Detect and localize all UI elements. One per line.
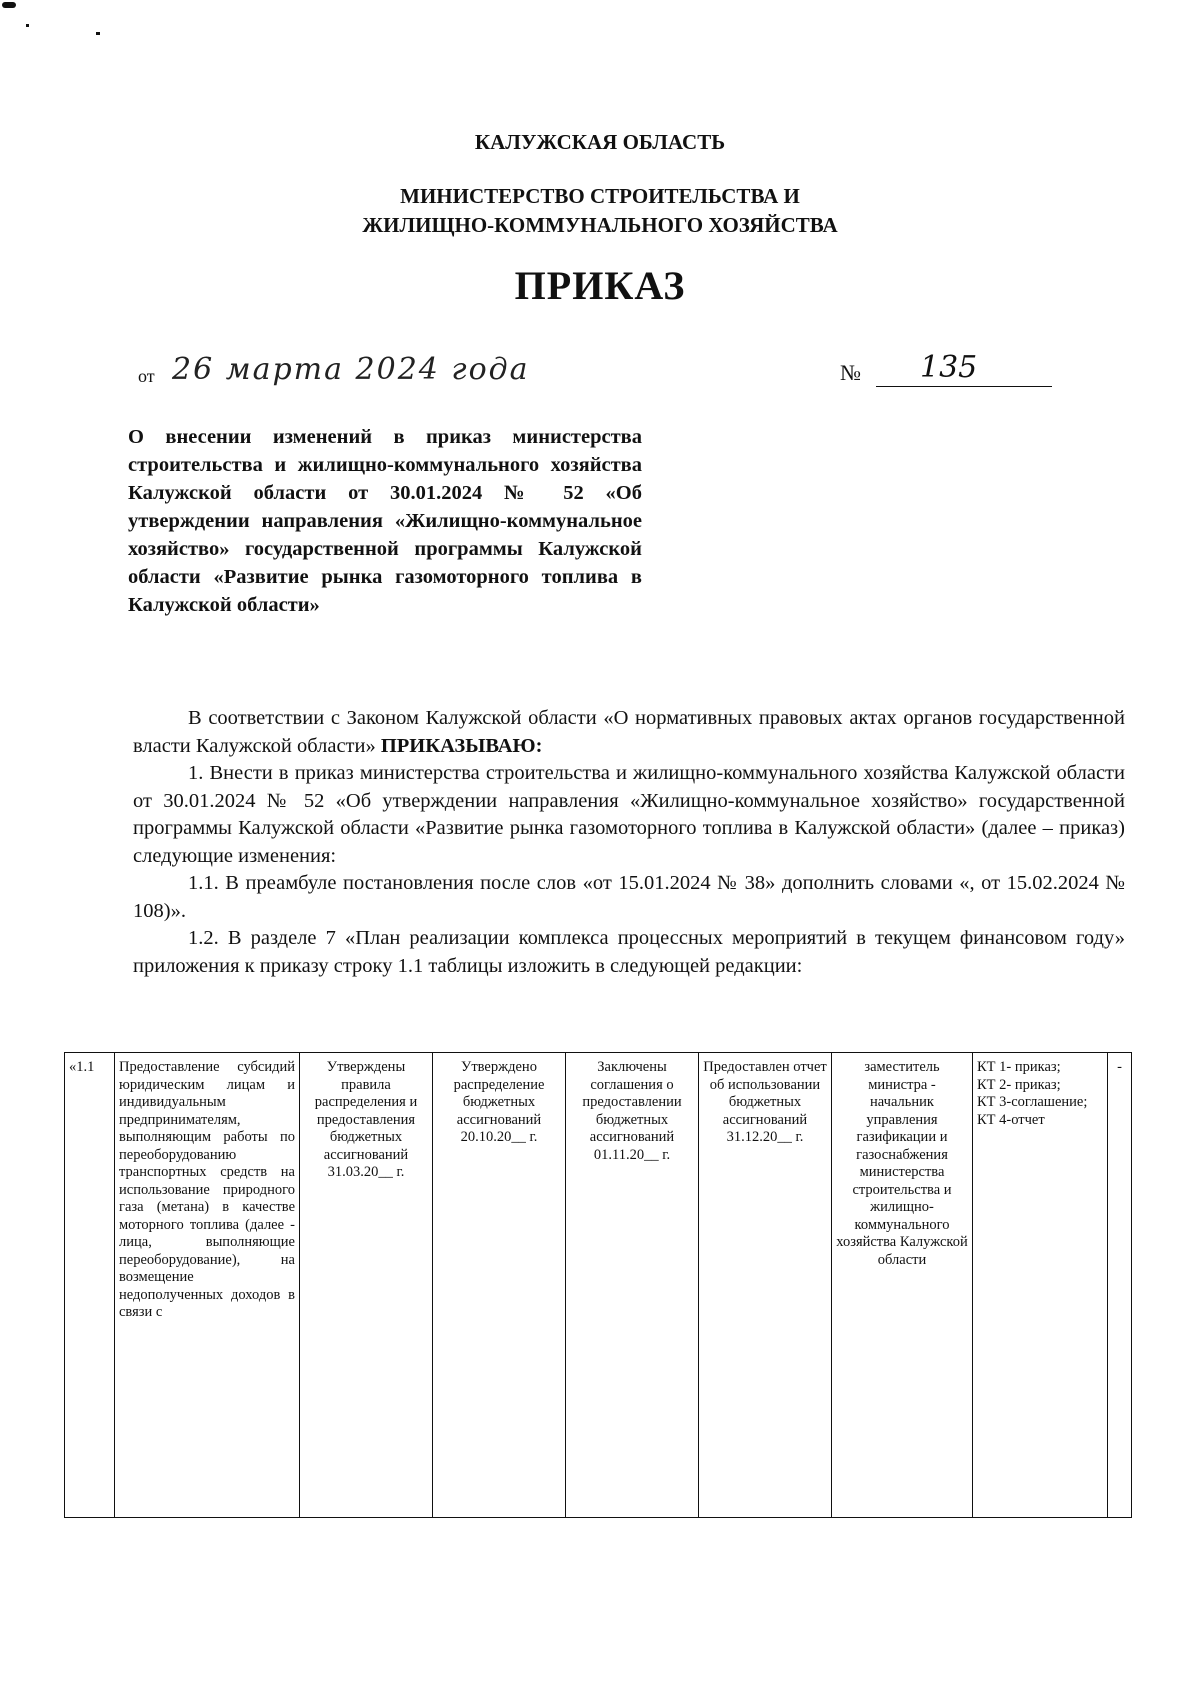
activity-description: Предоставление субсидий юридическим лицам и индивидуальным предпринимателям, выполняющим работы по переоборудованию транспортных средств на использование природного газа (метана) в качестве моторного топлива (далее - лица, выполняющие переоборудование), на возмещение недополученных доходов в связи с (115, 1053, 300, 1518)
number-label: № (840, 360, 861, 385)
table-row (65, 1053, 1132, 1518)
checkpoint-3: Заключены соглашения о предоставлении бюджетных ассигнований 01.11.20__ г. (566, 1053, 699, 1518)
handwritten-date: 26 марта 2024 года (172, 352, 530, 387)
responsible-person: заместитель министра - начальник управления газификации и газоснабжения министерства строительства и жилищно-коммунального хозяйства Калужской области (832, 1053, 973, 1518)
row-number: «1.1 (65, 1053, 115, 1518)
item-1-1: 1.1. В преамбуле постановления после слов «от 15.01.2024 № 38» дополнить словами «, от 15.02.2024 № 108)». (133, 872, 1125, 922)
number-underline (876, 386, 1052, 387)
checkpoint-2: Утверждено распределение бюджетных ассигнований 20.10.20__ г. (433, 1053, 566, 1518)
item-1-2: 1.2. В разделе 7 «План реализации комплекса процессных мероприятий в текущем финансовом году» приложения к приказу строку 1.1 таблицы изложить в следующей редакции: (133, 927, 1125, 977)
scan-dot (26, 24, 29, 27)
plan-table (64, 1052, 1132, 1518)
last-cell: - (1108, 1053, 1132, 1518)
preamble-command: ПРИКАЗЫВАЮ: (380, 734, 543, 757)
checkpoint-4: Предоставлен отчет об использовании бюджетных ассигнований 31.12.20__ г. (699, 1053, 832, 1518)
preamble-text: В соответствии с Законом Калужской области «О нормативных правовых актах органов государственной власти Калужской области» (133, 707, 1125, 757)
scan-dot (96, 32, 100, 35)
checkpoint-1: Утверждены правила распределения и предоставления бюджетных ассигнований 31.03.20__ г. (300, 1053, 433, 1518)
order-subject: О внесении изменений в приказ министерства строительства и жилищно-коммунального хозяйства Калужской области от 30.01.2024 № 52 «Об утверждении направления «Жилищно-коммунальное хозяйство» государственной программы Калужской области «Развитие рынка газомоторного топлива в Калужской области» (128, 426, 642, 616)
order-body (133, 705, 1125, 980)
date-label: от (138, 366, 155, 386)
item-1: 1. Внести в приказ министерства строительства и жилищно-коммунального хозяйства Калужской области от 30.01.2024 № 52 «Об утверждении направления «Жилищно-коммунальное хозяйство» государственной программы Калужской области «Развитие рынка газомоторного топлива в Калужской области» (далее – приказ) следующие изменения: (133, 762, 1125, 867)
ministry-line-2: ЖИЛИЩНО-КОММУНАЛЬНОГО ХОЗЯЙСТВА (362, 213, 838, 237)
doc-kt4: КТ 4-отчет (977, 1111, 1045, 1128)
ministry-line-1: МИНИСТЕРСТВО СТРОИТЕЛЬСТВА И (400, 184, 800, 208)
ministry-title (0, 182, 1200, 240)
region-title: КАЛУЖСКАЯ ОБЛАСТЬ (474, 130, 726, 154)
confirming-documents (973, 1053, 1108, 1518)
doc-kt2: КТ 2- приказ; (977, 1076, 1061, 1093)
document-type: ПРИКАЗ (514, 263, 686, 308)
preamble (133, 705, 1125, 760)
doc-kt1: КТ 1- приказ; (977, 1059, 1061, 1075)
scan-mark (2, 2, 16, 8)
doc-kt3: КТ 3-соглашение; (977, 1094, 1088, 1110)
handwritten-number: 135 (920, 350, 978, 385)
